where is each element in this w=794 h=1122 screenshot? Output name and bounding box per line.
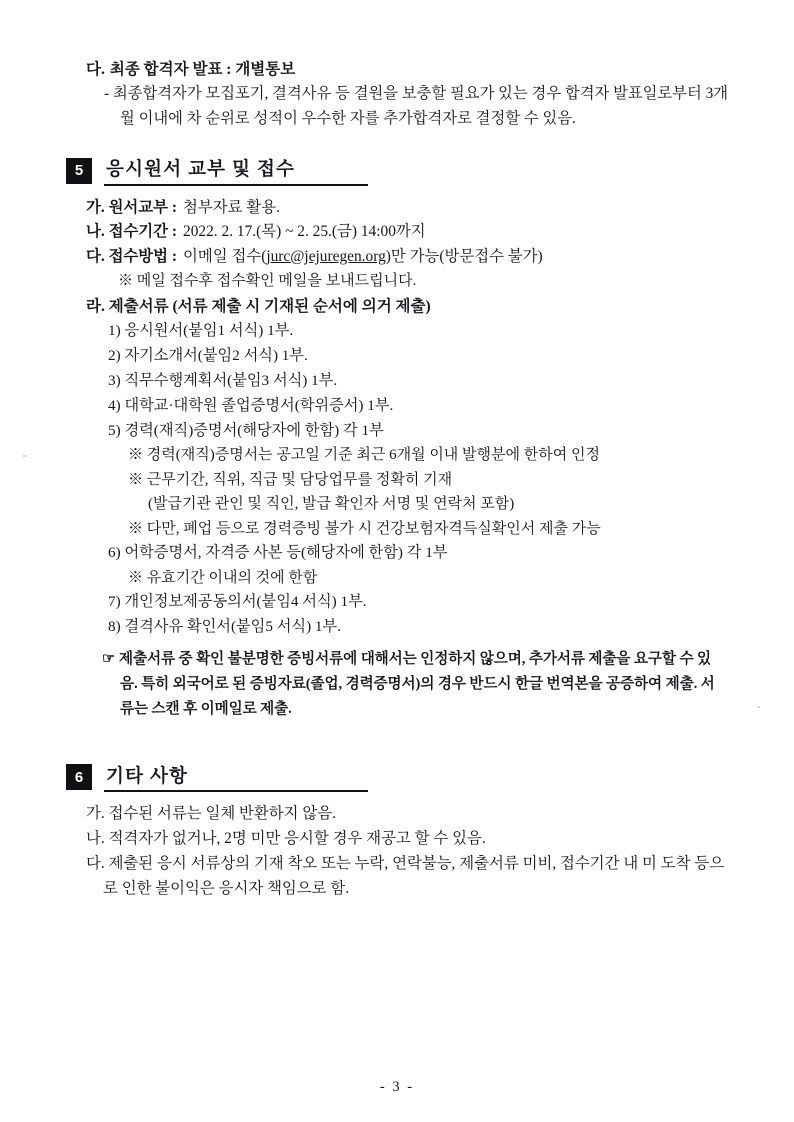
heading-final-announcement	[86, 58, 728, 82]
doc-number: 5)	[108, 421, 121, 439]
doc-item-2	[108, 344, 728, 369]
doc-item-4	[108, 394, 728, 419]
item-label: 나. 접수기간 :	[86, 223, 178, 241]
doc-number: 4)	[108, 396, 121, 414]
item-label: 가. 원서교부 :	[86, 198, 178, 216]
note-career-cert-validity: ※ 경력(재직)증명서는 공고일 기준 최근 6개월 이내 발행분에 한하여 인정	[128, 447, 600, 464]
doc-item-8	[108, 615, 728, 640]
notice-emphasis-block	[102, 647, 728, 722]
doc-text: 어학증명서, 자격증 사본 등(해당자에 한함) 각 1부	[124, 544, 448, 562]
item-label: 다. 접수방법 :	[86, 247, 178, 265]
doc-item-7	[108, 590, 728, 615]
section-title-wrap-6	[104, 767, 368, 792]
email-link[interactable]: jurc@jejuregen.org	[266, 247, 386, 265]
bullet-additional-pass	[104, 82, 728, 132]
other-item-2: 나. 적격자가 없거나, 2명 미만 응시할 경우 재공고 할 수 있음.	[86, 830, 486, 848]
note-confirmation-mail: ※ 메일 접수후 접수확인 메일을 보내드립니다.	[118, 273, 417, 290]
doc-item-1	[108, 319, 728, 344]
doc-number: 8)	[108, 618, 121, 636]
pointer-right-icon: ☞	[102, 650, 115, 667]
scan-speck	[757, 706, 760, 708]
doc-number: 3)	[108, 372, 121, 390]
page-number: - 3 -	[379, 1079, 415, 1095]
value-suffix: )만 가능(방문접수 불가)	[385, 247, 543, 265]
section-title-wrap-5	[104, 160, 368, 185]
item-value	[183, 245, 728, 270]
bullet-text: 최종합격자가 모집포기, 결격사유 등 결원을 보충할 필요가 있는 경우 합격자 발표일로부터 3개월 이내에 차 순위로 성적이 우수한 자를 추가합격자로 결정할 수 있음.	[112, 85, 728, 127]
doc-text: 개인정보제공동의서(붙임4 서식) 1부.	[124, 593, 367, 611]
value-prefix: 이메일 접수(	[183, 247, 267, 265]
doc-text: 직무수행계획서(붙임3 서식) 1부.	[124, 372, 338, 390]
doc-text: 경력(재직)증명서(해당자에 한함) 각 1부	[124, 421, 384, 439]
section-number-6: 6	[66, 764, 92, 790]
doc-number: 1)	[108, 322, 121, 340]
heading-tag: 다.	[86, 61, 105, 78]
doc-text: 대학교·대학원 졸업증명서(학위증서) 1부.	[124, 396, 394, 414]
doc-item-3	[108, 369, 728, 394]
doc-number: 6)	[108, 544, 121, 562]
section-header-5	[66, 158, 728, 186]
note-career-cert-issuer: (발급기관 관인 및 직인, 발급 확인자 서명 및 연락처 포함)	[148, 496, 515, 513]
other-item-1: 가. 접수된 서류는 일체 반환하지 않음.	[86, 805, 336, 823]
item-submission-documents-label: 라. 제출서류 (서류 제출 시 기재된 순서에 의거 제출)	[86, 298, 431, 316]
doc-text: 응시원서(붙임1 서식) 1부.	[124, 322, 294, 340]
item-value: 2022. 2. 17.(목) ~ 2. 25.(금) 14:00까지	[183, 223, 426, 241]
doc-item-6	[108, 541, 728, 566]
doc-number: 7)	[108, 593, 121, 611]
doc-item-5	[108, 419, 728, 444]
section6-items	[66, 802, 728, 902]
item-reception-method	[86, 245, 728, 270]
doc-text: 결격사유 확인서(붙임5 서식) 1부.	[124, 618, 341, 636]
item-application-distribution	[86, 196, 728, 221]
note-career-cert-details: ※ 근무기간, 직위, 직급 및 담당업무를 정확히 기재	[128, 471, 453, 488]
doc-number: 2)	[108, 347, 121, 365]
item-reception-period	[86, 220, 728, 245]
section-header-6	[66, 764, 728, 792]
note-career-cert-alternative: ※ 다만, 폐업 등으로 경력증빙 불가 시 건강보험자격득실확인서 제출 가능	[128, 520, 601, 537]
bullet-marker: -	[104, 85, 110, 103]
section-title-5: 응시원서 교부 및 접수	[106, 160, 296, 181]
item-value: 첨부자료 활용.	[183, 198, 280, 216]
other-item-3: 다. 제출된 응시 서류상의 기재 착오 또는 누락, 연락불능, 제출서류 미비, 접수기간 내 미 도착 등으로 인한 불이익은 응시자 책임으로 함.	[86, 854, 725, 897]
note-validity-period: ※ 유효기간 이내의 것에 한함	[128, 569, 318, 586]
notice-emphasis-text: 제출서류 중 확인 불분명한 증빙서류에 대해서는 인정하지 않으며, 추가서류 제출을 요구할 수 있음. 특히 외국어로 된 증빙자료(졸업, 경력증명서)의 경우 반드시 한글 번역본을 공증하여 제출. 서류는 스캔 후 이메일로 제출.	[118, 650, 715, 717]
scan-speck	[23, 455, 27, 457]
section-number-5: 5	[66, 158, 92, 184]
doc-text: 자기소개서(붙임2 서식) 1부.	[124, 347, 308, 365]
heading-text: 최종 합격자 발표 : 개별통보	[109, 61, 296, 78]
section-title-6: 기타 사항	[106, 766, 189, 787]
